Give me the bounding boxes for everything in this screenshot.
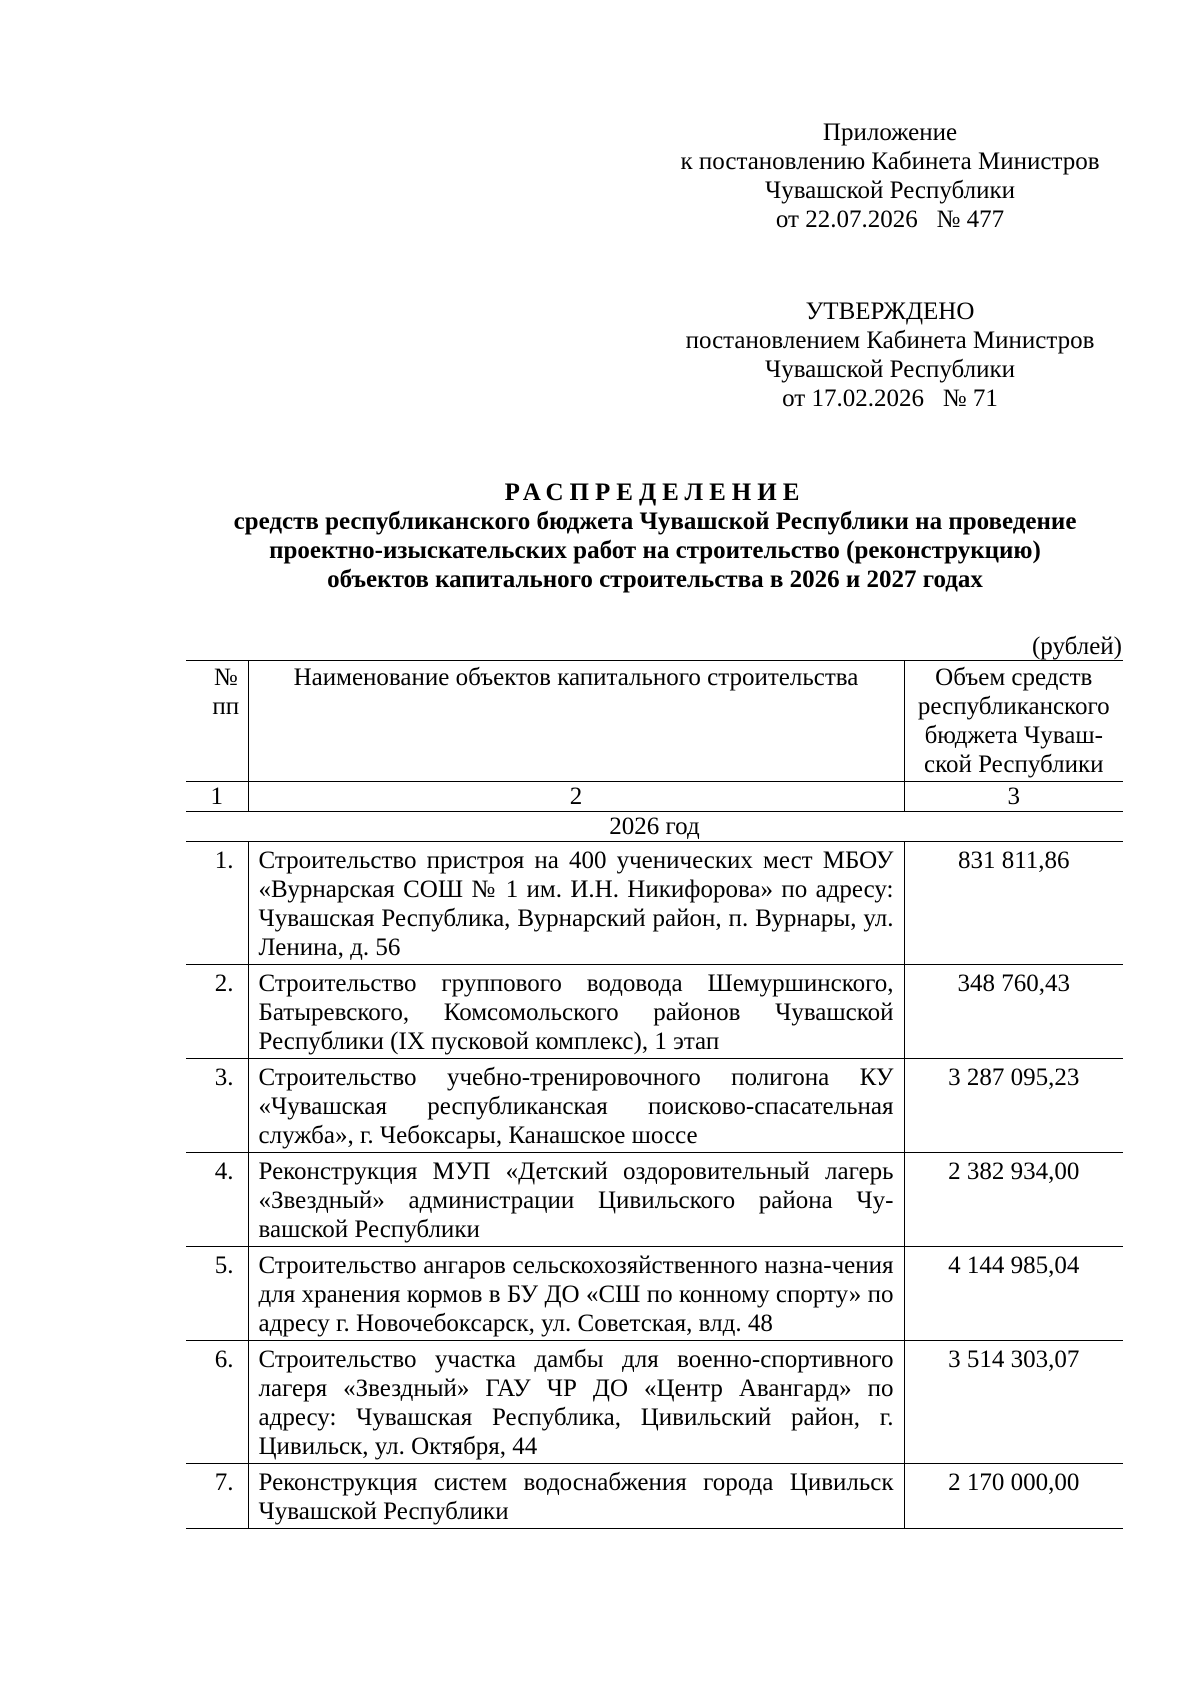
row-object-name: Реконструкция систем водоснабжения города Цивильск Чувашской Республики [248,1464,904,1529]
approved-date-number: от 17.02.2026 № 71 [782,385,998,412]
row-number: 3. [186,1059,248,1153]
table-row [186,1153,1123,1247]
row-number: 6. [186,1341,248,1464]
row-amount: 831 811,86 [904,842,1123,965]
distribution-table [186,660,1123,1529]
row-number: 2. [186,965,248,1059]
appendix-date-number: от 22.07.2026 № 477 [775,206,1005,233]
header-budget-volume: Объем средств республиканского бюджета Чуваш-ской Республики [904,661,1123,782]
appendix-republic: Чувашской Республики [764,177,1016,204]
approved-reference: постановлением Кабинета Министров [685,327,1095,354]
year-label: 2026 год [186,812,1123,842]
header-object-name: Наименование объектов капитального строительства [248,661,904,782]
row-number: 7. [186,1464,248,1529]
row-amount: 3 287 095,23 [904,1059,1123,1153]
approved-block [640,297,1140,413]
row-object-name: Строительство участка дамбы для военно-спортивного лагеря «Звездный» ГАУ ЧР ДО «Центр Авангард» по адресу: Чувашская Республика, Цивильский район, г. Цивильск, ул. Октября, 44 [248,1341,904,1464]
table-row [186,1059,1123,1153]
table-row [186,842,1123,965]
header-number [186,661,248,782]
row-object-name: Строительство ангаров сельскохозяйственного назна-чения для хранения кормов в БУ ДО «СШ по конному спорту» по адресу г. Новочебоксарск, ул. Советская, влд. 48 [248,1247,904,1341]
units-label: (рублей) [1031,633,1122,660]
row-amount: 3 514 303,07 [904,1341,1123,1464]
header-number-abbrev: пп [212,693,240,720]
row-object-name: Строительство группового водовода Шемуршинского, Батыревского, Комсомольского районов Чувашской Республики (IX пусковой комплекс), 1 этап [248,965,904,1059]
table-header-row [186,661,1123,782]
row-amount: 4 144 985,04 [904,1247,1123,1341]
document-title: РАСПРЕДЕЛЕНИЕ [504,479,806,506]
row-number: 5. [186,1247,248,1341]
table-row [186,1341,1123,1464]
appendix-title: Приложение [822,119,958,146]
document-title-block [180,478,1130,594]
year-row [186,812,1123,842]
document-subtitle-line-3: объектов капитального строительства в 2026 и 2027 годах [327,566,983,593]
row-amount: 2 382 934,00 [904,1153,1123,1247]
table-row [186,1247,1123,1341]
row-object-name: Строительство учебно-тренировочного полигона КУ «Чувашская республиканская поисково-спасательная служба», г. Чебоксары, Канашское шоссе [248,1059,904,1153]
row-amount: 2 170 000,00 [904,1464,1123,1529]
row-number: 1. [186,842,248,965]
row-amount: 348 760,43 [904,965,1123,1059]
appendix-reference: к постановлению Кабинета Министров [680,148,1100,175]
approved-republic: Чувашской Республики [764,356,1016,383]
column-number-row [186,782,1123,812]
row-object-name: Реконструкция МУП «Детский оздоровительный лагерь «Звездный» администрации Цивильского района Чу-вашской Республики [248,1153,904,1247]
column-number-3: 3 [904,782,1123,812]
row-number: 4. [186,1153,248,1247]
table-row [186,965,1123,1059]
table-row [186,1464,1123,1529]
row-object-name: Строительство пристроя на 400 ученических мест МБОУ «Вурнарская СОШ № 1 им. И.Н. Никифорова» по адресу: Чувашская Республика, Вурнарский район, п. Вурнары, ул. Ленина, д. 56 [248,842,904,965]
column-number-2: 2 [248,782,904,812]
document-subtitle-line-2: проектно-изыскательских работ на строительство (реконструкцию) [269,537,1041,564]
header-number-symbol: № [213,664,238,691]
appendix-block [640,118,1140,234]
document-subtitle-line-1: средств республиканского бюджета Чувашской Республики на проведение [233,508,1077,535]
column-number-1: 1 [186,782,248,812]
approved-title: УТВЕРЖДЕНО [805,298,975,325]
